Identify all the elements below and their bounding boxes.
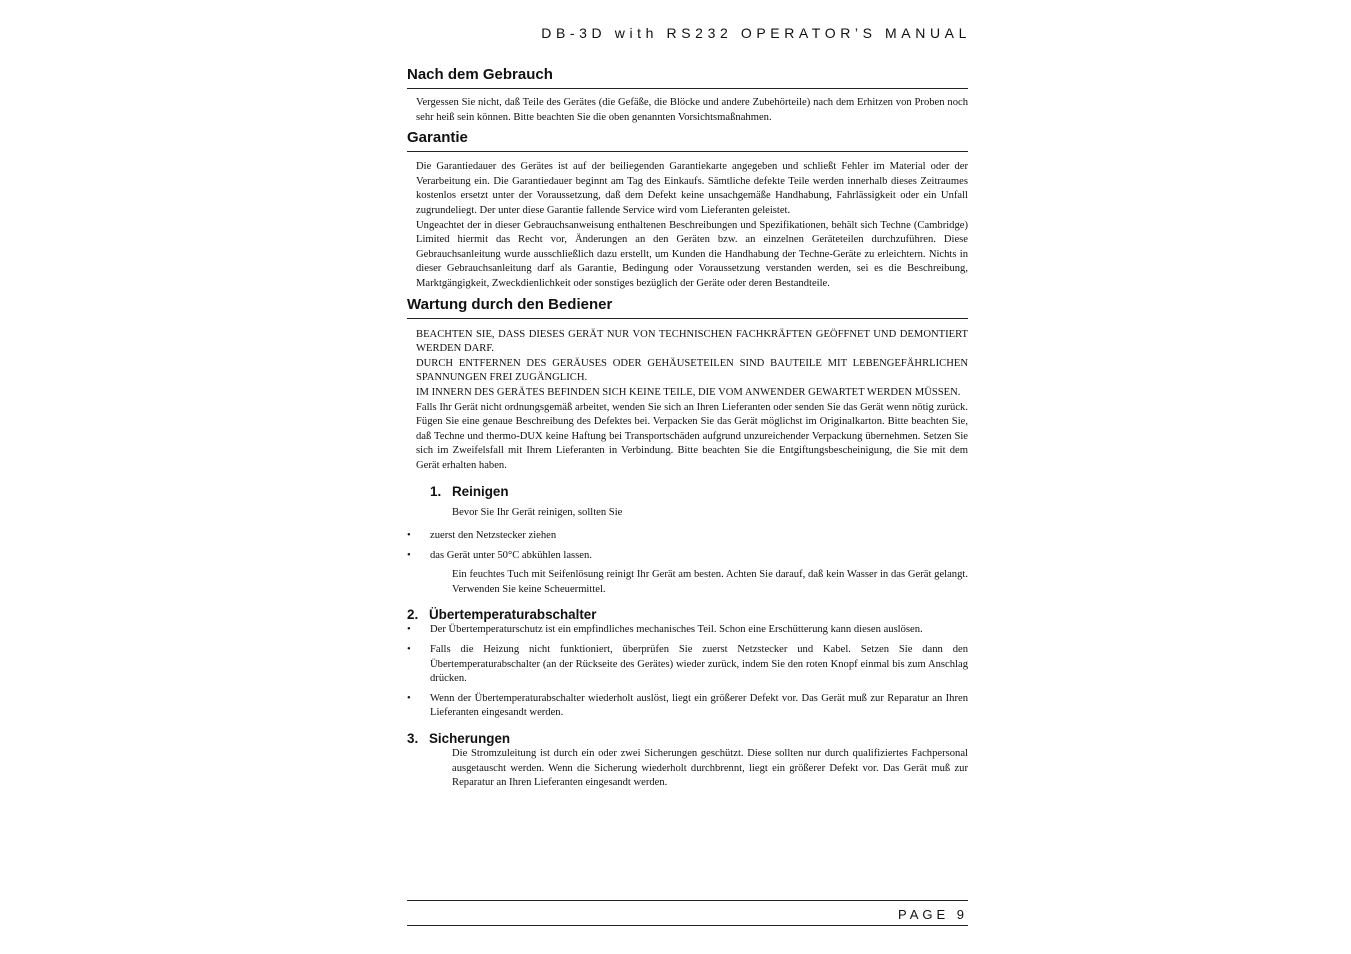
list-item: [407, 692, 968, 721]
section-heading-nach-dem-gebrauch: Nach dem Gebrauch: [407, 66, 968, 89]
warning-text-3: IM INNERN DES GERÄTES BEFINDEN SICH KEINE TEILE, DIE VOM ANWENDER GEWARTET WERDEN MÜSSEN.: [416, 386, 961, 398]
subsection-heading-uebertemperatur: [407, 607, 968, 623]
subsection-title: Übertemperaturabschalter: [429, 607, 597, 623]
bullet-icon: •: [407, 624, 411, 636]
bullet-list-reinigen: [407, 529, 968, 563]
paragraph-garantie-1: Die Garantiedauer des Gerätes ist auf der beiliegenden Garantiekarte angegeben und schließt Fehler im Material oder der Verarbeitung ein. Die Garantiedauer beginnt am Tag des Einkaufs. Sämtliche defekte Teile werden innerhalb dieses Zeitraumes kostenlos ersetzt unter der Voraussetzung, daß dem Defekt keine unsachgemäße Handhabung, Fahrlässigkeit oder ein Unfall zugrundeliegt. Der unter diese Garantie fallende Service wird vom Lieferanten geleistet.: [416, 161, 968, 216]
subsection-title: Sicherungen: [429, 731, 511, 746]
page-content: [407, 66, 968, 791]
list-item-text: Wenn der Übertemperaturabschalter wiederholt auslöst, liegt ein größerer Defekt vor. Das Gerät muß zur Reparatur an Ihren Lieferanten eingesandt werden.: [430, 692, 968, 719]
list-item: [407, 549, 968, 564]
subsection-number: 1.: [430, 484, 442, 500]
page-number: PAGE 9: [897, 907, 968, 922]
paragraph-garantie-2: Ungeachtet der in dieser Gebrauchsanweisung enthaltenen Beschreibungen und Spezifikationen, behält sich Techne (Cambridge) Limited hiermit das Recht vor, Änderungen an den Geräten bzw. an einzelnen Geräteteilen durchzuführen. Diese Gebrauchsanleitung wurde ausschließlich dazu erstellt, um Kunden die Handhabung der Techne-Geräte zu erleichtern. Nichts in dieser Gebrauchsanleitung darf als Garantie, Bedingung oder Voraussetzung verstanden werden, sei es die Beschreibung, Marktgängigkeit, Zweckdienlichkeit oder sonstiges bezüglich der Geräte oder deren Bestandteile.: [416, 219, 968, 289]
bullet-list-uebertemperatur: [407, 623, 968, 721]
section-heading-garantie: Garantie: [407, 129, 968, 152]
bullet-icon: •: [407, 530, 411, 542]
subsection-heading-reinigen: [430, 484, 968, 500]
list-item: [407, 643, 968, 687]
list-item-text: zuerst den Netzstecker ziehen: [430, 530, 557, 542]
footer-divider-bottom: [407, 925, 968, 926]
list-item: [407, 623, 968, 638]
warning-text-2: DURCH ENTFERNEN DES GERÄUSES ODER GEHÄUSETEILEN SIND BAUTEILE MIT LEBENGEFÄHRLICHEN SPANNUNGEN FREI ZUGÄNGLICH.: [416, 357, 968, 384]
paragraph-nach-dem-gebrauch: Vergessen Sie nicht, daß Teile des Gerätes (die Gefäße, die Blöcke und andere Zubehörteile) nach dem Erhitzen von Proben noch sehr heiß sein können. Bitte beachten Sie die oben genannten Vorsichtsmaßnahmen.: [416, 97, 968, 123]
bullet-icon: •: [407, 644, 411, 656]
paragraph-reinigen-outro: Ein feuchtes Tuch mit Seifenlösung reinigt Ihr Gerät am besten. Achten Sie darauf, daß kein Wasser in das Gerät gelangt. Verwenden Sie keine Scheuermittel.: [452, 569, 968, 595]
warning-text-1: BEACHTEN SIE, DASS DIESES GERÄT NUR VON TECHNISCHEN FACHKRÄFTEN GEÖFFNET UND DEMONTIERT WERDEN DARF.: [416, 328, 968, 355]
bullet-icon: •: [407, 549, 411, 561]
running-header: DB-3D with RS232 OPERATOR’S MANUAL: [541, 25, 971, 41]
paragraph-reinigen-intro: Bevor Sie Ihr Gerät reinigen, sollten Sie: [452, 507, 623, 519]
subsection-number: 2.: [407, 607, 419, 623]
subsection-heading-sicherungen: [407, 731, 968, 747]
section-heading-wartung: Wartung durch den Bediener: [407, 296, 968, 319]
subsection-number: 3.: [407, 731, 419, 746]
list-item: [407, 529, 968, 544]
footer-divider-top: [407, 900, 968, 901]
list-item-text: das Gerät unter 50°C abkühlen lassen.: [430, 549, 592, 561]
list-item-text: Falls die Heizung nicht funktioniert, überprüfen Sie zuerst Netzstecker und Kabel. Setzen Sie dann den Übertemperaturabschalter (an der Rückseite des Gerätes) wieder zurück, indem Sie den roten Knopf einmal bis zum Anschlag drücken.: [430, 644, 968, 685]
paragraph-sicherungen: Die Stromzuleitung ist durch ein oder zwei Sicherungen geschützt. Diese sollten nur durch qualifiziertes Fachpersonal ausgetauscht werden. Wenn die Sicherung wiederholt durchbrennt, liegt ein größerer Defekt vor. Das Gerät muß zur Reparatur an Ihren Lieferanten eingesandt werden.: [452, 748, 968, 789]
paragraph-wartung: Falls Ihr Gerät nicht ordnungsgemäß arbeitet, wenden Sie sich an Ihren Lieferanten oder senden Sie das Gerät wenn nötig zurück. Fügen Sie eine genaue Beschreibung des Defektes bei. Verpacken Sie das Gerät möglichst im Originalkarton. Bitte beachten Sie, daß Techne und thermo-DUX keine Haftung bei Transportschäden aufgrund unzureichender Verpackung übernehmen. Setzen Sie sich im Zweifelsfall mit Ihrem Lieferanten in Verbindung. Bitte beachten Sie die Entgiftungsbescheinigung, die Sie mit dem Gerät erhalten haben.: [416, 401, 968, 471]
subsection-title: Reinigen: [452, 484, 509, 500]
list-item-text: Der Übertemperaturschutz ist ein empfindliches mechanisches Teil. Schon eine Erschütterung kann diesen auslösen.: [430, 624, 923, 636]
bullet-icon: •: [407, 692, 411, 704]
